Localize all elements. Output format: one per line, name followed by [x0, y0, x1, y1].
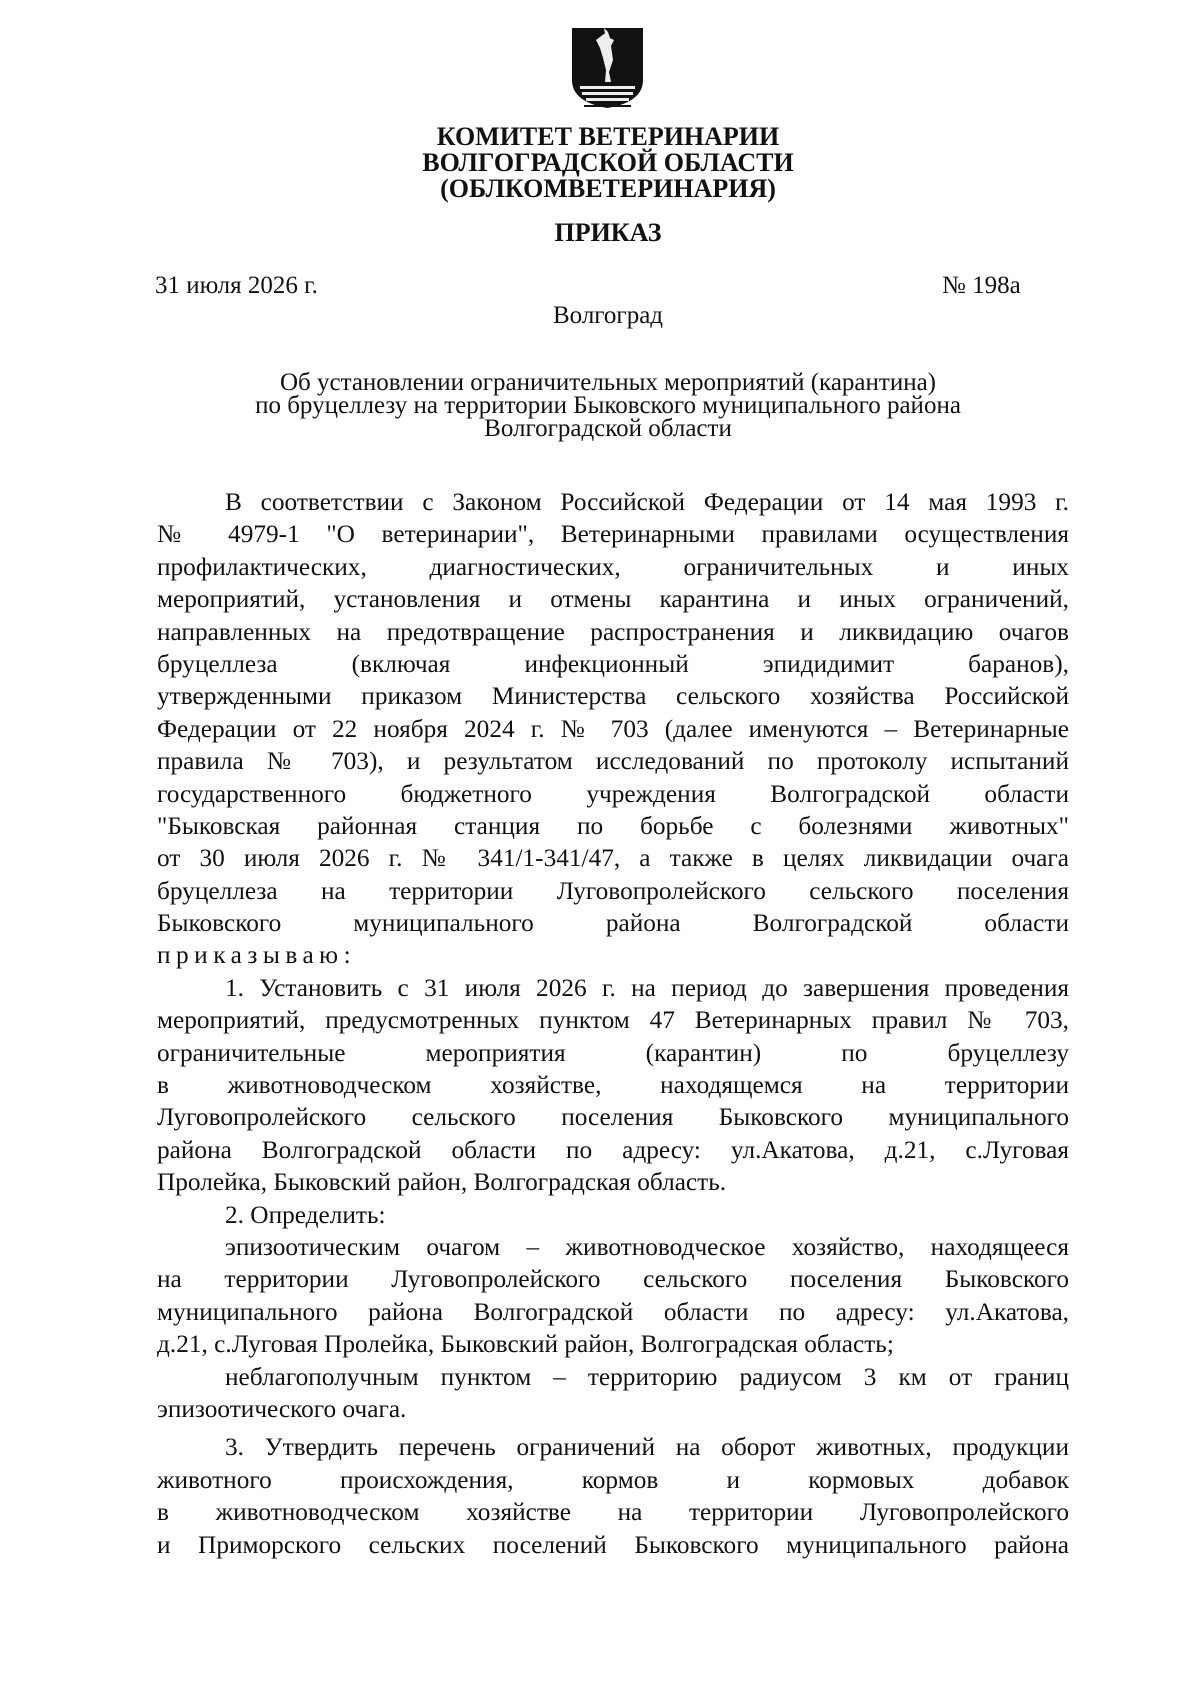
clause-2-line: д.21, с.Луговая Пролейка, Быковский район, Волгоградская область; [157, 1330, 894, 1359]
body-line: бруцеллеза (включая инфекционный эпидидимит баранов), [157, 649, 1069, 678]
clause-3-line: животного происхождения, кормов и кормовых добавок [157, 1465, 1069, 1494]
clause-2-line: неблагополучным пунктом – территорию радиусом 3 км от границ [225, 1362, 1069, 1391]
order-title [150, 371, 1066, 440]
body-line: В соответствии с Законом Российской Федерации от 14 мая 1993 г. [225, 488, 1069, 516]
order-date: 31 июля 2026 г. [155, 272, 318, 299]
org-name-line: КОМИТЕТ ВЕТЕРИНАРИИ [436, 122, 780, 151]
clause-2-line: муниципального района Волгоградской области по адресу: ул.Акатова, [157, 1297, 1069, 1326]
org-name-abbr: (ОБЛКОМВЕТЕРИНАРИЯ) [440, 174, 776, 203]
body-line: государственного бюджетного учреждения Волгоградской области [157, 779, 1069, 808]
clause-3-line: и Приморского сельских поселений Быковского муниципального района [157, 1530, 1069, 1559]
body-line: Быковского муниципального района Волгоградской области [157, 909, 1069, 938]
body-line: Федерации от 22 ноября 2024 г. № 703 (далее именуются – Ветеринарные [157, 714, 1069, 743]
order-directive: приказываю: [157, 941, 357, 970]
clause-3-line: в животноводческом хозяйстве на территории Луговопролейского [157, 1498, 1069, 1527]
clause-1-line: ограничительные мероприятия (карантин) по бруцеллезу [157, 1038, 1069, 1067]
clause-1-line: 1. Установить с 31 июля 2026 г. на период до завершения проведения [225, 973, 1069, 1002]
order-city: Волгоград [552, 302, 664, 329]
clause-1-line: Пролейка, Быковский район, Волгоградская область. [157, 1168, 727, 1197]
body-line: от 30 июля 2026 г. № 341/1-341/47, а также в целях ликвидации очага [157, 844, 1069, 873]
title-line: Волгоградской области [484, 415, 732, 442]
body-line: утвержденными приказом Министерства сельского хозяйства Российской [157, 682, 1069, 711]
clause-1-line: Луговопролейского сельского поселения Быковского муниципального [157, 1103, 1069, 1132]
body-line: "Быковская районная станция по борьбе с болезнями животных" [157, 811, 1069, 840]
body-line: профилактических, диагностических, ограничительных и иных [157, 552, 1069, 581]
clause-2-heading: 2. Определить: [225, 1200, 386, 1229]
clause-2-line: на территории Луговопролейского сельского поселения Быковского [157, 1265, 1069, 1294]
body-line: правила № 703), и результатом исследований по протоколу испытаний [157, 747, 1069, 776]
document-type: ПРИКАЗ [554, 218, 662, 247]
org-name-line: ВОЛГОГРАДСКОЙ ОБЛАСТИ [422, 148, 794, 177]
coat-of-arms-icon [570, 26, 645, 110]
order-body [157, 486, 1069, 1561]
clause-2-line: эпизоотическим очагом – животноводческое хозяйство, находящееся [225, 1232, 1069, 1261]
body-line: направленных на предотвращение распространения и ликвидацию очагов [157, 617, 1069, 646]
body-line: мероприятий, установления и отмены карантина и иных ограничений, [157, 585, 1069, 614]
clause-1-line: мероприятий, предусмотренных пунктом 47 Ветеринарных правил № 703, [157, 1006, 1069, 1035]
title-line: Об установлении ограничительных мероприятий (карантина) [279, 369, 937, 396]
clause-1-line: района Волгоградской области по адресу: ул.Акатова, д.21, с.Луговая [157, 1135, 1069, 1164]
title-line: по бруцеллезу на территории Быковского муниципального района [255, 392, 961, 419]
clause-3-line: 3. Утвердить перечень ограничений на оборот животных, продукции [225, 1433, 1069, 1462]
order-number: № 198а [942, 272, 1021, 299]
clause-1-line: в животноводческом хозяйстве, находящемся на территории [157, 1071, 1069, 1100]
body-line: бруцеллеза на территории Луговопролейского сельского поселения [157, 876, 1069, 905]
body-line: № 4979-1 "О ветеринарии", Ветеринарными правилами осуществления [157, 520, 1069, 549]
clause-2-line: эпизоотического очага. [157, 1394, 407, 1423]
organization-header [0, 124, 1200, 202]
